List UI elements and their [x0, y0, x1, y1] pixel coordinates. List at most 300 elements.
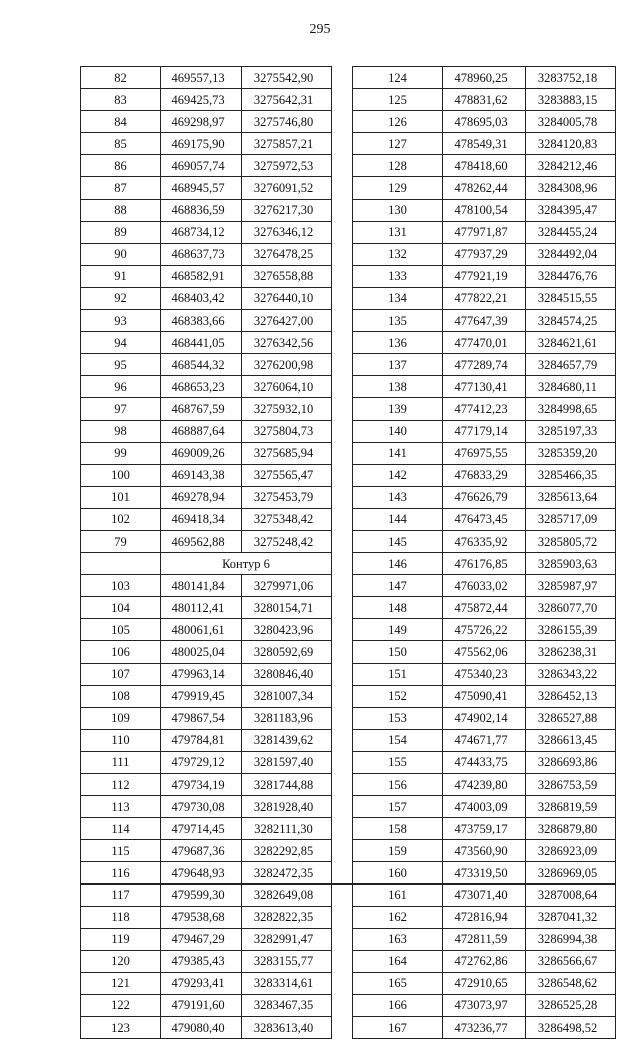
- table-row: [81, 464, 332, 486]
- point-number-cell: 122: [81, 994, 161, 1016]
- x-coordinate-cell: 479648,93: [161, 862, 242, 884]
- page-number: 295: [309, 22, 331, 37]
- point-number-cell: 131: [353, 221, 443, 243]
- point-number-cell: 161: [353, 884, 443, 906]
- point-number-cell: 150: [353, 641, 443, 663]
- x-coordinate-cell: 472811,59: [443, 928, 526, 950]
- point-number-cell: 128: [353, 155, 443, 177]
- y-coordinate-cell: 3280592,69: [242, 641, 332, 663]
- table-row: [353, 950, 616, 972]
- table-row: [353, 774, 616, 796]
- table-row: [81, 729, 332, 751]
- x-coordinate-cell: 480025,04: [161, 641, 242, 663]
- x-coordinate-cell: 473236,77: [443, 1017, 526, 1039]
- point-number-cell: 110: [81, 729, 161, 751]
- x-coordinate-cell: 472762,86: [443, 950, 526, 972]
- table-row: [353, 398, 616, 420]
- table-row: [81, 707, 332, 729]
- x-coordinate-cell: 479784,81: [161, 729, 242, 751]
- point-number-cell: 84: [81, 111, 161, 133]
- x-coordinate-cell: 474902,14: [443, 707, 526, 729]
- x-coordinate-cell: 469557,13: [161, 67, 242, 89]
- point-number-cell: 152: [353, 685, 443, 707]
- y-coordinate-cell: 3275685,94: [242, 442, 332, 464]
- table-row: [81, 972, 332, 994]
- table-row: [353, 597, 616, 619]
- y-coordinate-cell: 3286155,39: [526, 619, 616, 641]
- table-row: [81, 265, 332, 287]
- point-number-cell: 129: [353, 177, 443, 199]
- x-coordinate-cell: 479599,30: [161, 884, 242, 906]
- y-coordinate-cell: 3275972,53: [242, 155, 332, 177]
- contour-header-blank: [81, 553, 161, 575]
- table-row: [81, 796, 332, 818]
- point-number-cell: 83: [81, 89, 161, 111]
- point-number-cell: 132: [353, 243, 443, 265]
- y-coordinate-cell: 3286923,09: [526, 840, 616, 862]
- y-coordinate-cell: 3282991,47: [242, 928, 332, 950]
- y-coordinate-cell: 3276427,00: [242, 310, 332, 332]
- x-coordinate-cell: 480141,84: [161, 575, 242, 597]
- point-number-cell: 106: [81, 641, 161, 663]
- point-number-cell: 116: [81, 862, 161, 884]
- table-row: [353, 199, 616, 221]
- y-coordinate-cell: 3276342,56: [242, 332, 332, 354]
- x-coordinate-cell: 476975,55: [443, 442, 526, 464]
- x-coordinate-cell: 473073,97: [443, 994, 526, 1016]
- table-row: [81, 111, 332, 133]
- table-row: [81, 221, 332, 243]
- x-coordinate-cell: 479080,40: [161, 1017, 242, 1039]
- y-coordinate-cell: 3275932,10: [242, 398, 332, 420]
- x-coordinate-cell: 478100,54: [443, 199, 526, 221]
- x-coordinate-cell: 468887,64: [161, 420, 242, 442]
- x-coordinate-cell: 479730,08: [161, 796, 242, 818]
- y-coordinate-cell: 3283752,18: [526, 67, 616, 89]
- y-coordinate-cell: 3284492,04: [526, 243, 616, 265]
- x-coordinate-cell: 468544,32: [161, 354, 242, 376]
- y-coordinate-cell: 3284621,61: [526, 332, 616, 354]
- y-coordinate-cell: 3282649,08: [242, 884, 332, 906]
- y-coordinate-cell: 3286238,31: [526, 641, 616, 663]
- table-row: [81, 398, 332, 420]
- table-row: [353, 310, 616, 332]
- x-coordinate-cell: 477647,39: [443, 310, 526, 332]
- y-coordinate-cell: 3284212,46: [526, 155, 616, 177]
- y-coordinate-cell: 3283613,40: [242, 1017, 332, 1039]
- table-row: [353, 663, 616, 685]
- point-number-cell: 104: [81, 597, 161, 619]
- point-number-cell: 93: [81, 310, 161, 332]
- y-coordinate-cell: 3275453,79: [242, 486, 332, 508]
- coordinates-table-left: [80, 66, 332, 1039]
- y-coordinate-cell: 3281007,34: [242, 685, 332, 707]
- x-coordinate-cell: 479734,19: [161, 774, 242, 796]
- point-number-cell: 115: [81, 840, 161, 862]
- point-number-cell: 163: [353, 928, 443, 950]
- point-number-cell: 98: [81, 420, 161, 442]
- x-coordinate-cell: 478418,60: [443, 155, 526, 177]
- x-coordinate-cell: 475872,44: [443, 597, 526, 619]
- y-coordinate-cell: 3286566,67: [526, 950, 616, 972]
- y-coordinate-cell: 3286548,62: [526, 972, 616, 994]
- x-coordinate-cell: 469057,74: [161, 155, 242, 177]
- x-coordinate-cell: 468403,42: [161, 287, 242, 309]
- point-number-cell: 108: [81, 685, 161, 707]
- y-coordinate-cell: 3285359,20: [526, 442, 616, 464]
- point-number-cell: 135: [353, 310, 443, 332]
- y-coordinate-cell: 3285903,63: [526, 553, 616, 575]
- point-number-cell: 144: [353, 508, 443, 530]
- point-number-cell: 119: [81, 928, 161, 950]
- y-coordinate-cell: 3286753,59: [526, 774, 616, 796]
- point-number-cell: 143: [353, 486, 443, 508]
- table-row: [81, 663, 332, 685]
- y-coordinate-cell: 3282292,85: [242, 840, 332, 862]
- table-row: [353, 133, 616, 155]
- table-row: [81, 67, 332, 89]
- y-coordinate-cell: 3283314,61: [242, 972, 332, 994]
- table-row: [353, 840, 616, 862]
- x-coordinate-cell: 476833,29: [443, 464, 526, 486]
- x-coordinate-cell: 476473,45: [443, 508, 526, 530]
- y-coordinate-cell: 3286994,38: [526, 928, 616, 950]
- table-row: [353, 243, 616, 265]
- table-row: [81, 486, 332, 508]
- point-number-cell: 130: [353, 199, 443, 221]
- x-coordinate-cell: 478960,25: [443, 67, 526, 89]
- table-row: [81, 994, 332, 1016]
- y-coordinate-cell: 3283467,35: [242, 994, 332, 1016]
- contour-title: Контур 6: [161, 553, 332, 575]
- point-number-cell: 159: [353, 840, 443, 862]
- table-row: [353, 641, 616, 663]
- point-number-cell: 121: [81, 972, 161, 994]
- table-row: [81, 774, 332, 796]
- y-coordinate-cell: 3281744,88: [242, 774, 332, 796]
- point-number-cell: 90: [81, 243, 161, 265]
- y-coordinate-cell: 3287008,64: [526, 884, 616, 906]
- y-coordinate-cell: 3282472,35: [242, 862, 332, 884]
- y-coordinate-cell: 3275642,31: [242, 89, 332, 111]
- y-coordinate-cell: 3283883,15: [526, 89, 616, 111]
- point-number-cell: 102: [81, 508, 161, 530]
- x-coordinate-cell: 473071,40: [443, 884, 526, 906]
- x-coordinate-cell: 479467,29: [161, 928, 242, 950]
- table-row: [81, 442, 332, 464]
- point-number-cell: 145: [353, 530, 443, 552]
- y-coordinate-cell: 3279971,06: [242, 575, 332, 597]
- y-coordinate-cell: 3284476,76: [526, 265, 616, 287]
- point-number-cell: 162: [353, 906, 443, 928]
- x-coordinate-cell: 468734,12: [161, 221, 242, 243]
- y-coordinate-cell: 3286819,59: [526, 796, 616, 818]
- table-row: [81, 310, 332, 332]
- table-row: [353, 862, 616, 884]
- y-coordinate-cell: 3283155,77: [242, 950, 332, 972]
- y-coordinate-cell: 3284308,96: [526, 177, 616, 199]
- point-number-cell: 155: [353, 751, 443, 773]
- x-coordinate-cell: 479293,41: [161, 972, 242, 994]
- x-coordinate-cell: 468637,73: [161, 243, 242, 265]
- x-coordinate-cell: 469418,34: [161, 508, 242, 530]
- x-coordinate-cell: 468767,59: [161, 398, 242, 420]
- table-row: [353, 376, 616, 398]
- x-coordinate-cell: 473759,17: [443, 818, 526, 840]
- x-coordinate-cell: 480061,61: [161, 619, 242, 641]
- y-coordinate-cell: 3284657,79: [526, 354, 616, 376]
- x-coordinate-cell: 480112,41: [161, 597, 242, 619]
- table-row: [353, 265, 616, 287]
- table-row: [81, 199, 332, 221]
- table-row: [81, 884, 332, 906]
- point-number-cell: 157: [353, 796, 443, 818]
- x-coordinate-cell: 474003,09: [443, 796, 526, 818]
- y-coordinate-cell: 3286525,28: [526, 994, 616, 1016]
- y-coordinate-cell: 3284998,65: [526, 398, 616, 420]
- point-number-cell: 107: [81, 663, 161, 685]
- table-row: [353, 906, 616, 928]
- table-row: [81, 906, 332, 928]
- point-number-cell: 136: [353, 332, 443, 354]
- point-number-cell: 82: [81, 67, 161, 89]
- table-body-left: [81, 67, 332, 1039]
- x-coordinate-cell: 476626,79: [443, 486, 526, 508]
- x-coordinate-cell: 477937,29: [443, 243, 526, 265]
- point-number-cell: 101: [81, 486, 161, 508]
- point-number-cell: 139: [353, 398, 443, 420]
- point-number-cell: 85: [81, 133, 161, 155]
- table-row: [353, 67, 616, 89]
- x-coordinate-cell: 479729,12: [161, 751, 242, 773]
- table-row: [81, 287, 332, 309]
- contour-header-row: [81, 553, 332, 575]
- table-row: [81, 685, 332, 707]
- y-coordinate-cell: 3286498,52: [526, 1017, 616, 1039]
- table-row: [81, 950, 332, 972]
- y-coordinate-cell: 3284574,25: [526, 310, 616, 332]
- table-row: [353, 464, 616, 486]
- point-number-cell: 158: [353, 818, 443, 840]
- table-row: [81, 508, 332, 530]
- point-number-cell: 92: [81, 287, 161, 309]
- table-row: [353, 486, 616, 508]
- x-coordinate-cell: 468383,66: [161, 310, 242, 332]
- x-coordinate-cell: 479963,14: [161, 663, 242, 685]
- y-coordinate-cell: 3285717,09: [526, 508, 616, 530]
- table-row: [81, 840, 332, 862]
- point-number-cell: 134: [353, 287, 443, 309]
- y-coordinate-cell: 3280423,96: [242, 619, 332, 641]
- table-row: [353, 751, 616, 773]
- table-row: [353, 155, 616, 177]
- point-number-cell: 125: [353, 89, 443, 111]
- x-coordinate-cell: 473560,90: [443, 840, 526, 862]
- x-coordinate-cell: 475562,06: [443, 641, 526, 663]
- y-coordinate-cell: 3284395,47: [526, 199, 616, 221]
- table-body-right: [353, 67, 616, 1039]
- x-coordinate-cell: 475340,23: [443, 663, 526, 685]
- table-row: [353, 332, 616, 354]
- x-coordinate-cell: 476176,85: [443, 553, 526, 575]
- table-row: [353, 553, 616, 575]
- point-number-cell: 96: [81, 376, 161, 398]
- point-number-cell: 142: [353, 464, 443, 486]
- table-row: [353, 884, 616, 906]
- x-coordinate-cell: 479687,36: [161, 840, 242, 862]
- table-row: [81, 862, 332, 884]
- y-coordinate-cell: 3276440,10: [242, 287, 332, 309]
- table-row: [81, 530, 332, 552]
- x-coordinate-cell: 477822,21: [443, 287, 526, 309]
- table-row: [81, 575, 332, 597]
- x-coordinate-cell: 478831,62: [443, 89, 526, 111]
- y-coordinate-cell: 3284455,24: [526, 221, 616, 243]
- table-row: [353, 287, 616, 309]
- table-row: [81, 818, 332, 840]
- table-row: [353, 354, 616, 376]
- x-coordinate-cell: 472910,65: [443, 972, 526, 994]
- x-coordinate-cell: 479919,45: [161, 685, 242, 707]
- x-coordinate-cell: 477289,74: [443, 354, 526, 376]
- x-coordinate-cell: 469562,88: [161, 530, 242, 552]
- table-row: [353, 928, 616, 950]
- table-row: [353, 530, 616, 552]
- y-coordinate-cell: 3282111,30: [242, 818, 332, 840]
- point-number-cell: 167: [353, 1017, 443, 1039]
- y-coordinate-cell: 3285466,35: [526, 464, 616, 486]
- point-number-cell: 87: [81, 177, 161, 199]
- y-coordinate-cell: 3276558,88: [242, 265, 332, 287]
- point-number-cell: 151: [353, 663, 443, 685]
- x-coordinate-cell: 477179,14: [443, 420, 526, 442]
- y-coordinate-cell: 3284515,55: [526, 287, 616, 309]
- x-coordinate-cell: 479538,68: [161, 906, 242, 928]
- point-number-cell: 100: [81, 464, 161, 486]
- y-coordinate-cell: 3275857,21: [242, 133, 332, 155]
- point-number-cell: 118: [81, 906, 161, 928]
- table-row: [353, 1017, 616, 1039]
- point-number-cell: 126: [353, 111, 443, 133]
- y-coordinate-cell: 3286343,22: [526, 663, 616, 685]
- point-number-cell: 94: [81, 332, 161, 354]
- y-coordinate-cell: 3281597,40: [242, 751, 332, 773]
- point-number-cell: 154: [353, 729, 443, 751]
- x-coordinate-cell: 477130,41: [443, 376, 526, 398]
- table-row: [81, 332, 332, 354]
- x-coordinate-cell: 475090,41: [443, 685, 526, 707]
- x-coordinate-cell: 469175,90: [161, 133, 242, 155]
- y-coordinate-cell: 3286452,13: [526, 685, 616, 707]
- x-coordinate-cell: 477971,87: [443, 221, 526, 243]
- x-coordinate-cell: 479191,60: [161, 994, 242, 1016]
- point-number-cell: 88: [81, 199, 161, 221]
- table-row: [353, 111, 616, 133]
- x-coordinate-cell: 479714,45: [161, 818, 242, 840]
- table-row: [81, 597, 332, 619]
- table-row: [353, 972, 616, 994]
- table-row: [353, 89, 616, 111]
- point-number-cell: 149: [353, 619, 443, 641]
- x-coordinate-cell: 473319,50: [443, 862, 526, 884]
- y-coordinate-cell: 3275348,42: [242, 508, 332, 530]
- x-coordinate-cell: 479385,43: [161, 950, 242, 972]
- x-coordinate-cell: 479867,54: [161, 707, 242, 729]
- table-row: [81, 751, 332, 773]
- y-coordinate-cell: 3276091,52: [242, 177, 332, 199]
- x-coordinate-cell: 476335,92: [443, 530, 526, 552]
- point-number-cell: 148: [353, 597, 443, 619]
- point-number-cell: 79: [81, 530, 161, 552]
- y-coordinate-cell: 3276346,12: [242, 221, 332, 243]
- y-coordinate-cell: 3285805,72: [526, 530, 616, 552]
- x-coordinate-cell: 474239,80: [443, 774, 526, 796]
- x-coordinate-cell: 472816,94: [443, 906, 526, 928]
- point-number-cell: 147: [353, 575, 443, 597]
- y-coordinate-cell: 3286693,86: [526, 751, 616, 773]
- table-row: [353, 994, 616, 1016]
- y-coordinate-cell: 3282822,35: [242, 906, 332, 928]
- table-row: [353, 420, 616, 442]
- y-coordinate-cell: 3287041,32: [526, 906, 616, 928]
- point-number-cell: 165: [353, 972, 443, 994]
- y-coordinate-cell: 3285613,64: [526, 486, 616, 508]
- point-number-cell: 91: [81, 265, 161, 287]
- table-row: [81, 1017, 332, 1039]
- y-coordinate-cell: 3281439,62: [242, 729, 332, 751]
- point-number-cell: 138: [353, 376, 443, 398]
- y-coordinate-cell: 3286879,80: [526, 818, 616, 840]
- y-coordinate-cell: 3286613,45: [526, 729, 616, 751]
- point-number-cell: 156: [353, 774, 443, 796]
- table-row: [353, 221, 616, 243]
- table-row: [353, 796, 616, 818]
- table-row: [81, 243, 332, 265]
- x-coordinate-cell: 469298,97: [161, 111, 242, 133]
- x-coordinate-cell: 478695,03: [443, 111, 526, 133]
- table-row: [81, 928, 332, 950]
- point-number-cell: 105: [81, 619, 161, 641]
- x-coordinate-cell: 477470,01: [443, 332, 526, 354]
- y-coordinate-cell: 3286969,05: [526, 862, 616, 884]
- y-coordinate-cell: 3284680,11: [526, 376, 616, 398]
- table-row: [353, 442, 616, 464]
- table-row: [353, 707, 616, 729]
- table-row: [353, 619, 616, 641]
- y-coordinate-cell: 3275248,42: [242, 530, 332, 552]
- x-coordinate-cell: 475726,22: [443, 619, 526, 641]
- y-coordinate-cell: 3276478,25: [242, 243, 332, 265]
- point-number-cell: 153: [353, 707, 443, 729]
- x-coordinate-cell: 468945,57: [161, 177, 242, 199]
- point-number-cell: 146: [353, 553, 443, 575]
- y-coordinate-cell: 3286527,88: [526, 707, 616, 729]
- table-row: [353, 818, 616, 840]
- y-coordinate-cell: 3280154,71: [242, 597, 332, 619]
- point-number-cell: 112: [81, 774, 161, 796]
- point-number-cell: 137: [353, 354, 443, 376]
- point-number-cell: 160: [353, 862, 443, 884]
- y-coordinate-cell: 3285197,33: [526, 420, 616, 442]
- point-number-cell: 95: [81, 354, 161, 376]
- y-coordinate-cell: 3284120,83: [526, 133, 616, 155]
- table-row: [353, 685, 616, 707]
- bottom-rule: [80, 883, 615, 885]
- y-coordinate-cell: 3275565,47: [242, 464, 332, 486]
- point-number-cell: 166: [353, 994, 443, 1016]
- point-number-cell: 124: [353, 67, 443, 89]
- x-coordinate-cell: 478262,44: [443, 177, 526, 199]
